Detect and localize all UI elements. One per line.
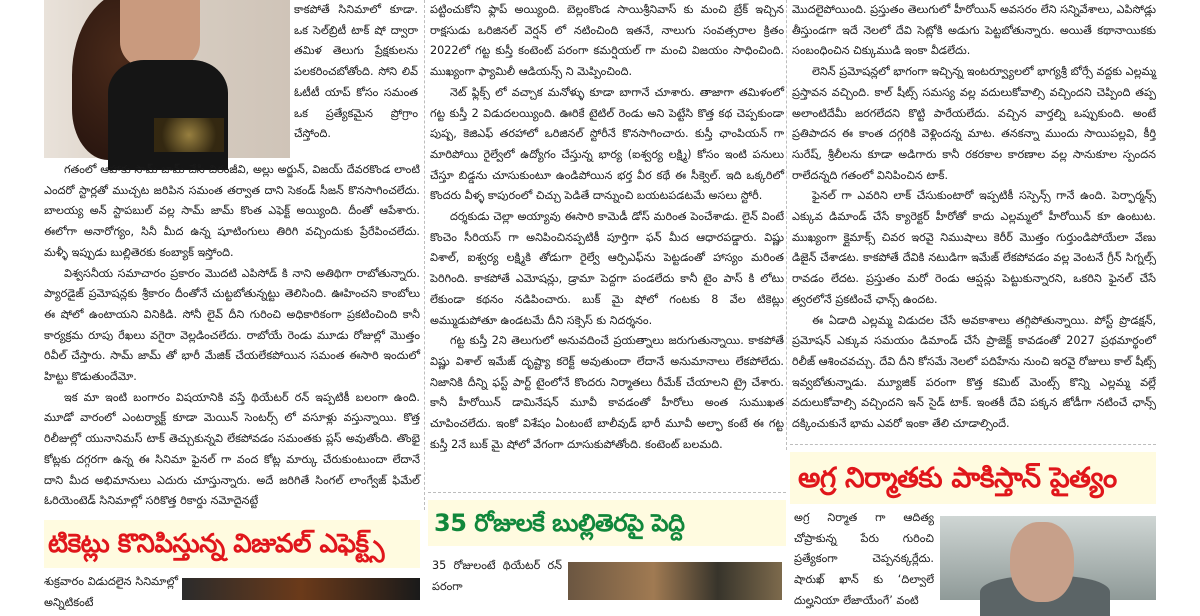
left-bottom-story: శుక్రవారం విడుదలైన సినిమాల్లో అన్నిటికంటే — [44, 575, 178, 609]
paragraph: లెనిన్ ప్రమోషన్లలో భాగంగా ఇచ్చిన్న ఇంటర్వ్యూలలో భాగ్యశ్రీ బోర్సే వద్దకు ఎల్లమ్మ ప్రస్తావన వచ్చింది. కాల్ షీట్స్ సమస్య వల్ల వదులుకోవాల్సి వచ్చిందని చెప్పింది తప్ప అలాంటిదేమీ జరగలేదని కొట్టి పారేయలేదు. వచ్చిన వార్తల్ని ఒప్పుకుంది. అంటే ప్రతిపాదన ఈ కాంత దగ్గరికి వెళ్లిందన్న మాట. తనకన్నా ముందు సాయిపల్లవి, కీర్తి సురేష్, శ్రీలీలను కూడా అడిగారు కానీ రకరకాల కారణాల వల్ల సానుకూల స్పందన రాలేదన్నది గతంలో వినిపించిన టాక్. — [792, 65, 1156, 182]
headline-visual-effects: టికెట్లు కొనిపిస్తున్న విజువల్ ఎఫెక్ట్స్ — [44, 520, 420, 568]
headline-peddi-tv: 35 రోజులకే బుల్లితెరపై పెద్ది — [428, 500, 786, 546]
paragraph: గతంలో ఆహాకు సామ్ జామ్ చేసి చిరంజీవి, అల్లు అర్జున్, విజయ్ దేవరకొండ లాంటి ఎందరో స్టార్లతో ముచ్చట జరిపిన సమంత తర్వాత దాని సెకండ్ సీజన్ కొనసాగించలేదు. బాలయ్య అన్ స్టాపబుల్ వల్ల సామ్ జామ్ కొంత ఎఫెక్ట్ అయ్యింది. దీంతో ఆపేశారు. ఈలోగా అనారోగ్యం, సినీ మీద ఉన్న షూటింగులు తిరిగి వచ్చిందుకు ప్రేరేపించలేదు. మళ్ళీ ఇప్పుడు బుల్లితెరకు కంబ్యాక్ ఇస్తోంది. — [44, 163, 420, 259]
headline-producer: అగ్ర నిర్మాతకు పాకిస్తాన్ పైత్యం — [790, 452, 1156, 504]
right-column-body — [792, 0, 1156, 440]
paragraph: ఈ ఏడాది ఎల్లమ్మ విడుదల చేసే అవకాశాలు తగ్గిపోతున్నాయి. పోస్ట్ ప్రొడక్షన్, ప్రమోషన్ ఎక్కువ సమయం డిమాండ్ చేసే ప్రాజెక్ట్ కావడంతో 2027 ప్రథమార్థంలో రిలీజ్ ఆశించవచ్చు. దేవి దీని కోసమే నెలలో పదిహేను నుంచి ఇరవై రోజులు కాల్ షీట్స్ ఇవ్వబోతున్నాడు. మ్యూజిక్ పరంగా కొత్త కమిట్ మెంట్స్ కొన్ని ఎల్లమ్మ వల్లే వదులుకోవాల్సి వచ్చిందని ఇన్ సైడ్ టాక్. ఇంతకీ దేవి పక్కన జోడీగా నటించే ఛాన్స్ దక్కించుకునే భామ ఎవరో ఇంకా తేలి చూడాల్సిందే. — [792, 313, 1156, 431]
paragraph: గట్ట కుస్తీ 2ని తెలుగులో అనువదించే ప్రయత్నాలు జరుగుతున్నాయి. కాకపోతే విష్ణు విశాల్ ఇమేజ్ దృష్ట్యా కరెక్ట్ అవుతుందా లేదానే అనుమానాలు లేకపోలేదు. నిజానికి దీన్ని ఫస్ట్ పార్ట్ టైంలోనే కొందరు నిర్మాతలు రీమేక్ చేయాలని ట్రై చేశారు. కానీ హీరోయిన్ డామినేషన్ మూవీ కావడంతో హీరోలు అంత సుముఖత చూపించలేదు. ఇంకో విశేషం ఏంటంటే బాలీవుడ్ భారీ మూవీ అల్ఫా కంటే ఈ గట్ట కుస్తీ 2నే బుక్ మై షోలో వేగంగా దూసుకుపోతోంది. కంటెంట్ బలమది. — [430, 334, 784, 451]
paragraph: ఫైనల్ గా ఎవరిని లాక్ చేసుకుంటారో ఇప్పటికీ సస్పెన్స్ గానే ఉంది. పెర్ఫార్మన్స్ ఎక్కువ డిమాండ్ చేసే క్యారెక్టర్ హీరోతో కాదు ఎల్లమ్మలో హీరోయిన్ కూ ఉంటుట. ముఖ్యంగా క్లైమాక్స్ చివర ఇరవై నిముషాలు కెరీర్ మొత్తం గుర్తుండిపోయేలా వేణు డిజైన్ చేశాడట. కాకపోతే దేవికి నటుడిగా ఇమేజ్ లేకపోవడం వల్ల వెంటనే గ్రీన్ సిగ్నల్స్ రావడం లేదట. ప్రస్తుతం మరో రెండు ఆప్షన్లు పెట్టుకున్నారని, ఒకరిని ఫైనల్ చేసే త్వరలోనే ప్రకటించే ఛాన్స్ ఉందట. — [792, 189, 1156, 306]
paragraph: విశ్వసనీయ సమాచారం ప్రకారం మొదటి ఎపిసోడ్ కి నాని అతిథిగా రాబోతున్నారు. ప్యారడైజ్ ప్రమోషన్లకు శ్రీకారం దీంతోనే చుట్టబోతున్నట్టు తెలిసింది. ఊహించని కాంబోలు ఈ షోలో ఉంటాయని వినికిడి. సోనీ లైవ్ దీని గురించి అధికారికంగా ప్రకటించింది కానీ కార్యక్రమ రూపు రేఖలు వగైరా వెల్లడించలేదు. రాబోయే రెండు మూడు రోజుల్లో మొత్తం రివీల్ చేస్తారు. సామ్ జామ్ తో భారీ మేజిక్ చేయలేకపోయిన సమంత ఈసారి ఇందులో హిట్టు కొడుతుందేమో. — [44, 266, 420, 384]
left-photo-side-text — [294, 0, 418, 158]
paragraph: ఇక మా ఇంటి బంగారం విషయానికి వస్తే థియేటర్ రన్ ఇప్పటికీ బలంగా ఉంది. మూడో వారంలో ఎంటర్యాక్ట్ కూడా మెయిన్ సెంటర్స్ లో వసూళ్లు వస్తున్నాయి. కొత్త రిలీజుల్లో యునానిమస్ టాక్ తెచ్చుకున్నవి లేకపోవడం సమంతకు ప్లస్ అవుతోంది. తొంభై కోట్లకు దగ్గరగా ఉన్న ఈ సినిమా ఫైనల్ గా వంద కోట్ల మార్కు చేరుకుంటుందా లేదానే దాని మీద అభిమానులు ఎదురు చూస్తున్నారు. అదే జరిగితే సింగల్ లాంగ్వేజ్ ఫిమేల్ ఓరియెంటెడ్ సినిమాల్లో సరికొత్త రికార్డు నమోదైనట్టే — [44, 390, 420, 508]
column-gutter-left — [424, 0, 425, 510]
section-divider-middle — [428, 492, 786, 493]
movie-still-effects — [182, 578, 420, 600]
section-divider-right — [790, 444, 1156, 445]
movie-still-peddi — [568, 562, 782, 600]
paragraph: పట్టించుకోని ఫ్లాప్ అయ్యింది. బెల్లంకొండ సాయిశ్రీనివాస్ కు మంచి బ్రేక్ ఇచ్చిన రాక్షసుడు ఒరిజినల్ వెర్షన్ లో నటించింది ఇతనే, నాలుగు సంవత్సరాల క్రితం 2022లో గట్ట కుస్తీ కంటెంట్ పరంగా కమర్షియల్ గా మంచి విజయం సాధించింది. ముఖ్యంగా ఫ్యామిలీ ఆడియన్స్ ని మెప్పించింది. — [430, 3, 784, 79]
paragraph: మొదలైపోయింది. ప్రస్తుతం తెలుగులో హీరోయిన్ అవసరం లేని సన్నివేశాలు, ఎపిసోడ్లు తీస్తుండగా ఇదే నెలలో దేవి సెట్లోకి అడుగు పెట్టబోతున్నారు. అయితే కథానాయికకు సంబంధించిన చిక్కుముడి ఇంకా వీడలేదు. — [792, 3, 1156, 58]
middle-bottom-story: 35 రోజులంటే థియేటర్ రన్ పరంగా — [432, 559, 562, 593]
paragraph: నెట్ ఫ్లిక్స్ లో వచ్చాక మనోళ్ళు కూడా బాగానే చూశారు. తాజాగా తమిళంలో గట్ట కుస్తీ 2 విడుదలయ్యింది. ఊరికే టైటిల్ రెండు అని పెట్టేసి కొత్త కథ చెప్పకుండా పుష్ప, కెజిఎఫ్ తరహాలో ఒరిజినల్ స్టోరీనే కొనసాగించారు. కుస్తీ ఛాంపియన్ గా మారిపోయి రైల్వేలో ఉద్యోగం చేస్తున్న భార్య (ఐశ్వర్య లక్ష్మి) కోసం ఇంటి పనులు చేస్తూ బిడ్డను చూసుకుంటూ ఉండిపోయిన భర్త వీర కథే ఈ సీక్వెల్. ఇది ఒక్కరిలో కొందరు వీళ్ళ కాపురంలో చిచ్చు పెడితే దాన్నుంచి బయటపడటమే అసలు స్టోరీ. — [430, 85, 784, 203]
actress-photo — [44, 0, 290, 158]
left-column-body — [44, 160, 420, 512]
right-bottom-story: అగ్ర నిర్మాత గా ఆదిత్య చోప్రాకున్న పేరు గురించి ప్రత్యేకంగా చెప్పనక్కర్లేదు. షారుఖ్ ఖాన్ కు ‘దిల్వాలే దుల్హనియా లేజాయేంగే’ వంటి — [794, 511, 934, 607]
paragraph: దర్శకుడు చెల్లా అయ్యావు ఈసారి కామెడీ డోస్ మరింత పెంచేశాడు. లైన్ వింటే కొంచెం సీరియస్ గా అనిపించినప్పటికీ పూర్తిగా ఫన్ మీద ఆధారపడ్డారు. విష్ణు విశాల్, ఐశ్వర్య లక్ష్మికి తోడుగా రైల్వే ఆర్పిఎఫ్‌ను పెట్టడంతో హాస్యం మరింత పెరిగింది. కాకపోతే ఎమోషన్లు, డ్రామా పెద్దగా పండలేదు కానీ టైం పాస్ కి లోటు లేకుండా కథనం నడిపించారు. బుక్ మై షోలో గంటకు 8 వేల టికెట్లు అమ్ముడుపోతూ ఉండటమే దీని సక్సెస్ కు నిదర్శనం. — [430, 210, 784, 327]
producer-photo — [940, 516, 1156, 600]
column-gutter-right — [786, 0, 787, 450]
paragraph: కాకపోతే సినిమాలో కూడా. ఒక సెల్‌బ్రిటీ టాక్ షో ద్వారా తమిళ తెలుగు ప్రేక్షకులను పలకరించబోతోంది. సోని లివ్ ఓటీటీ యాప్ కోసం సమంత ఒక ప్రత్యేకమైన ప్రోగ్రాం చేస్తోంది. — [294, 3, 418, 141]
middle-column-body — [430, 0, 784, 488]
